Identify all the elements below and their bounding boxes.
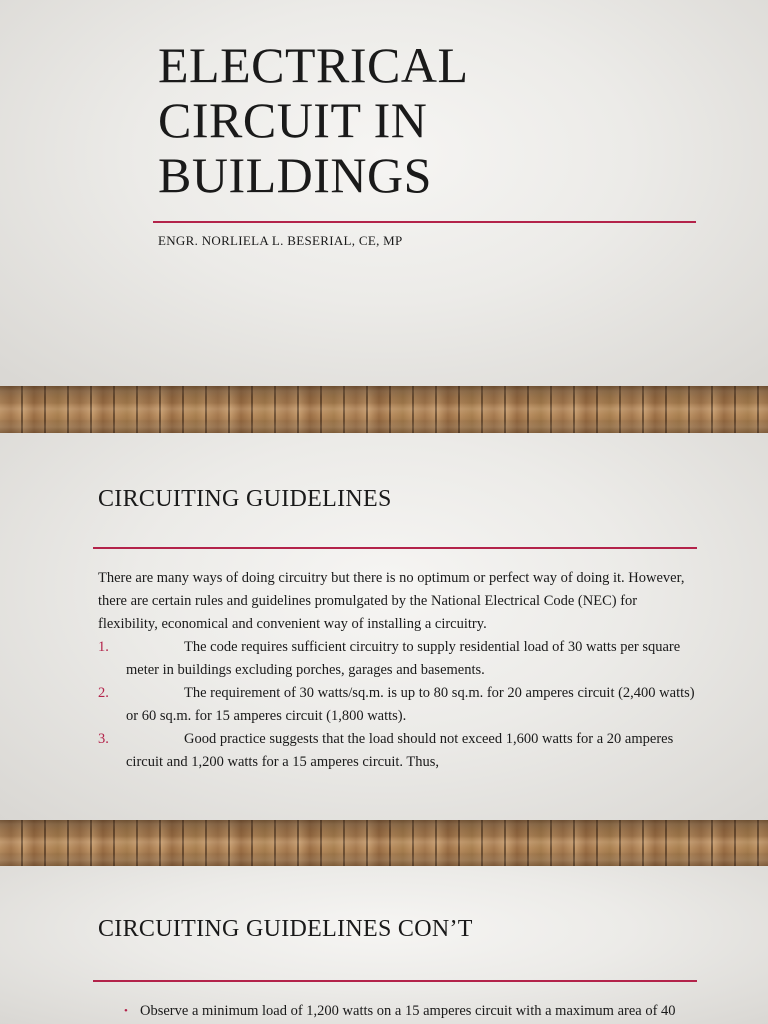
list-item-text: The requirement of 30 watts/sq.m. is up to 80 sq.m. for 20 amperes circuit (2,400 watts) or 60 sq.m. for 15 amperes circuit (1,800 watts). [126,685,695,724]
slide-title: CIRCUITING GUIDELINES [98,486,392,512]
wood-floor-strip [0,386,768,433]
title-slide [0,0,768,386]
list-number: 2. [98,685,109,701]
title-line: CIRCUIT IN [158,92,428,148]
wood-floor-strip [0,820,768,866]
title-divider [153,221,696,223]
title-divider [93,547,697,549]
list-item [98,636,698,682]
presentation-title [158,38,718,203]
bullet-list [124,1000,704,1023]
title-line: ELECTRICAL [158,37,469,93]
list-item-text: Good practice suggests that the load should not exceed 1,600 watts for a 20 amperes circuit and 1,200 watts for a 15 amperes circuit. Thus, [126,731,674,770]
slide-title: CIRCUITING GUIDELINES CON’T [98,916,473,942]
bullet-icon: • [124,1005,128,1017]
list-number: 1. [98,639,109,655]
list-item [98,682,698,728]
list-item [98,728,698,774]
intro-paragraph: There are many ways of doing circuitry but there is no optimum or perfect way of doing it. However, there are certain rules and guidelines promulgated by the National Electrical Code (NEC) for flexibility, economical and convenient way of installing a circuitry. [98,570,685,632]
slide-body [98,567,698,774]
guidelines-slide [0,433,768,820]
author-subtitle: ENGR. NORLIELA L. BESERIAL, CE, MP [158,233,403,248]
list-item-text: Observe a minimum load of 1,200 watts on a 15 amperes circuit with a maximum area of 40 [140,1003,676,1019]
title-line: BUILDINGS [158,147,432,203]
list-item-text: The code requires sufficient circuitry to supply residential load of 30 watts per square meter in buildings excluding porches, garages and basements. [126,639,681,678]
title-divider [93,980,697,982]
list-item [124,1000,704,1023]
list-number: 3. [98,731,109,747]
guidelines-continued-slide [0,866,768,1024]
numbered-list [98,636,698,774]
